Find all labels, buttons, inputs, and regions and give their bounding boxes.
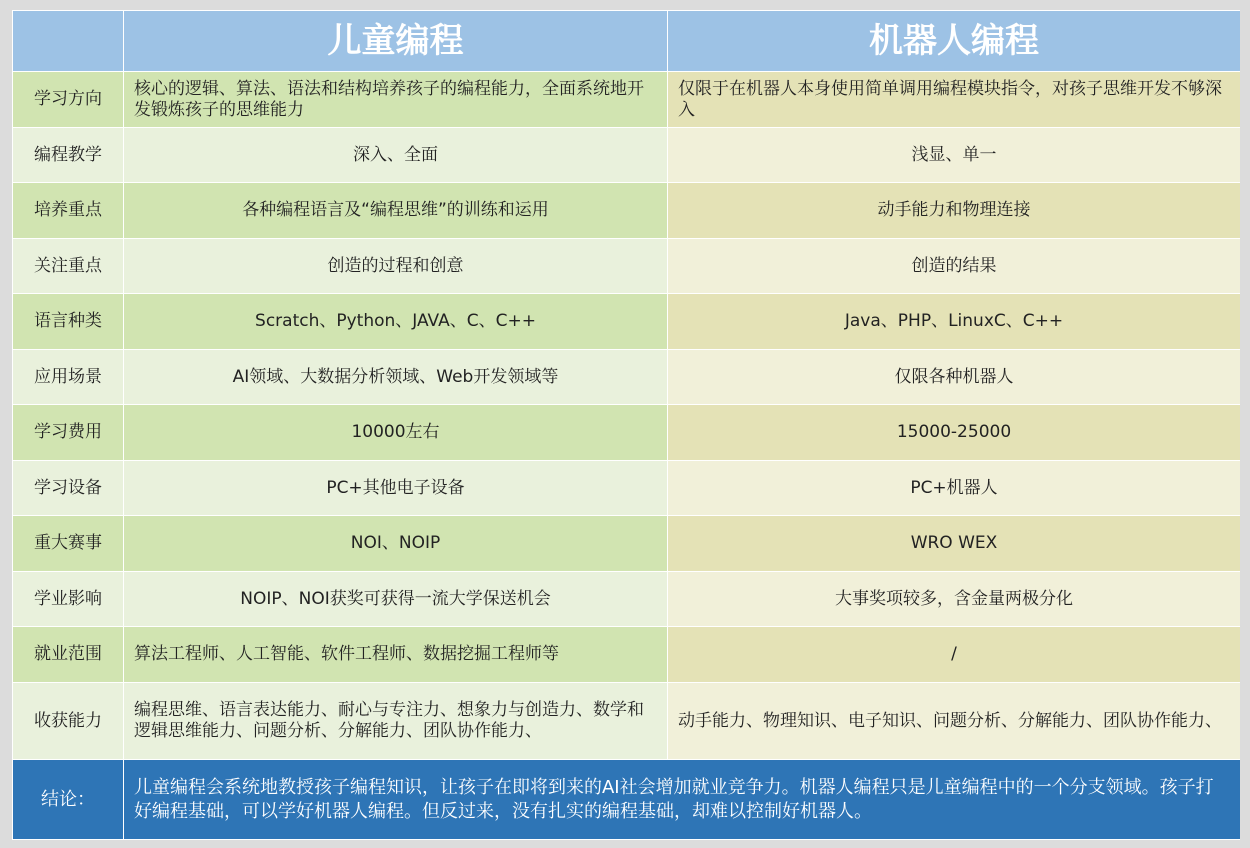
- robot-cell: PC+机器人: [668, 461, 1241, 516]
- row-label: 编程教学: [13, 128, 124, 183]
- table-row: [13, 405, 1241, 461]
- robot-cell: WRO WEX: [668, 516, 1241, 572]
- header-robot-programming: 机器人编程: [668, 11, 1241, 72]
- conclusion-label: 结论：: [13, 760, 124, 840]
- table-row: [13, 239, 1241, 294]
- kids-cell: 算法工程师、人工智能、软件工程师、数据挖掘工程师等: [124, 627, 668, 683]
- table-row: [13, 516, 1241, 572]
- kids-cell: NOI、NOIP: [124, 516, 668, 572]
- row-label: 学习费用: [13, 405, 124, 461]
- right-edge-strip: [1240, 0, 1250, 848]
- row-label: 学习方向: [13, 72, 124, 128]
- robot-cell: 浅显、单一: [668, 128, 1241, 183]
- comparison-frame: [12, 10, 1240, 840]
- robot-cell: 创造的结果: [668, 239, 1241, 294]
- robot-cell: /: [668, 627, 1241, 683]
- table-row: [13, 183, 1241, 239]
- robot-cell: 动手能力、物理知识、电子知识、问题分析、分解能力、团队协作能力、: [668, 683, 1241, 760]
- kids-cell: 创造的过程和创意: [124, 239, 668, 294]
- row-label: 学业影响: [13, 572, 124, 627]
- table-row: [13, 128, 1241, 183]
- table-row: [13, 294, 1241, 350]
- row-label: 语言种类: [13, 294, 124, 350]
- comparison-table: [12, 10, 1241, 840]
- table-row: [13, 461, 1241, 516]
- table-row: [13, 683, 1241, 760]
- kids-cell: 核心的逻辑、算法、语法和结构培养孩子的编程能力，全面系统地开发锻炼孩子的思维能力: [124, 72, 668, 128]
- row-label: 收获能力: [13, 683, 124, 760]
- robot-cell: 15000-25000: [668, 405, 1241, 461]
- kids-cell: 10000左右: [124, 405, 668, 461]
- kids-cell: NOIP、NOI获奖可获得一流大学保送机会: [124, 572, 668, 627]
- kids-cell: 深入、全面: [124, 128, 668, 183]
- row-label: 应用场景: [13, 350, 124, 405]
- row-label: 培养重点: [13, 183, 124, 239]
- row-label: 关注重点: [13, 239, 124, 294]
- robot-cell: 动手能力和物理连接: [668, 183, 1241, 239]
- table-row: [13, 72, 1241, 128]
- kids-cell: 编程思维、语言表达能力、耐心与专注力、想象力与创造力、数学和逻辑思维能力、问题分析、分解能力、团队协作能力、: [124, 683, 668, 760]
- kids-cell: Scratch、Python、JAVA、C、C++: [124, 294, 668, 350]
- table-row: [13, 572, 1241, 627]
- kids-cell: 各种编程语言及“编程思维”的训练和运用: [124, 183, 668, 239]
- row-label: 学习设备: [13, 461, 124, 516]
- robot-cell: 仅限于在机器人本身使用简单调用编程模块指令，对孩子思维开发不够深入: [668, 72, 1241, 128]
- conclusion-text: 儿童编程会系统地教授孩子编程知识，让孩子在即将到来的AI社会增加就业竞争力。机器人编程只是儿童编程中的一个分支领域。孩子打好编程基础，可以学好机器人编程。但反过来，没有扎实的编程基础，却难以控制好机器人。: [124, 760, 1241, 840]
- row-label: 重大赛事: [13, 516, 124, 572]
- table-row: [13, 350, 1241, 405]
- header-kids-programming: 儿童编程: [124, 11, 668, 72]
- table-row: [13, 627, 1241, 683]
- row-label: 就业范围: [13, 627, 124, 683]
- robot-cell: 大事奖项较多，含金量两极分化: [668, 572, 1241, 627]
- header-row: [13, 11, 1241, 72]
- kids-cell: AI领域、大数据分析领域、Web开发领域等: [124, 350, 668, 405]
- robot-cell: 仅限各种机器人: [668, 350, 1241, 405]
- conclusion-row: [13, 760, 1241, 840]
- robot-cell: Java、PHP、LinuxC、C++: [668, 294, 1241, 350]
- kids-cell: PC+其他电子设备: [124, 461, 668, 516]
- header-corner-cell: [13, 11, 124, 72]
